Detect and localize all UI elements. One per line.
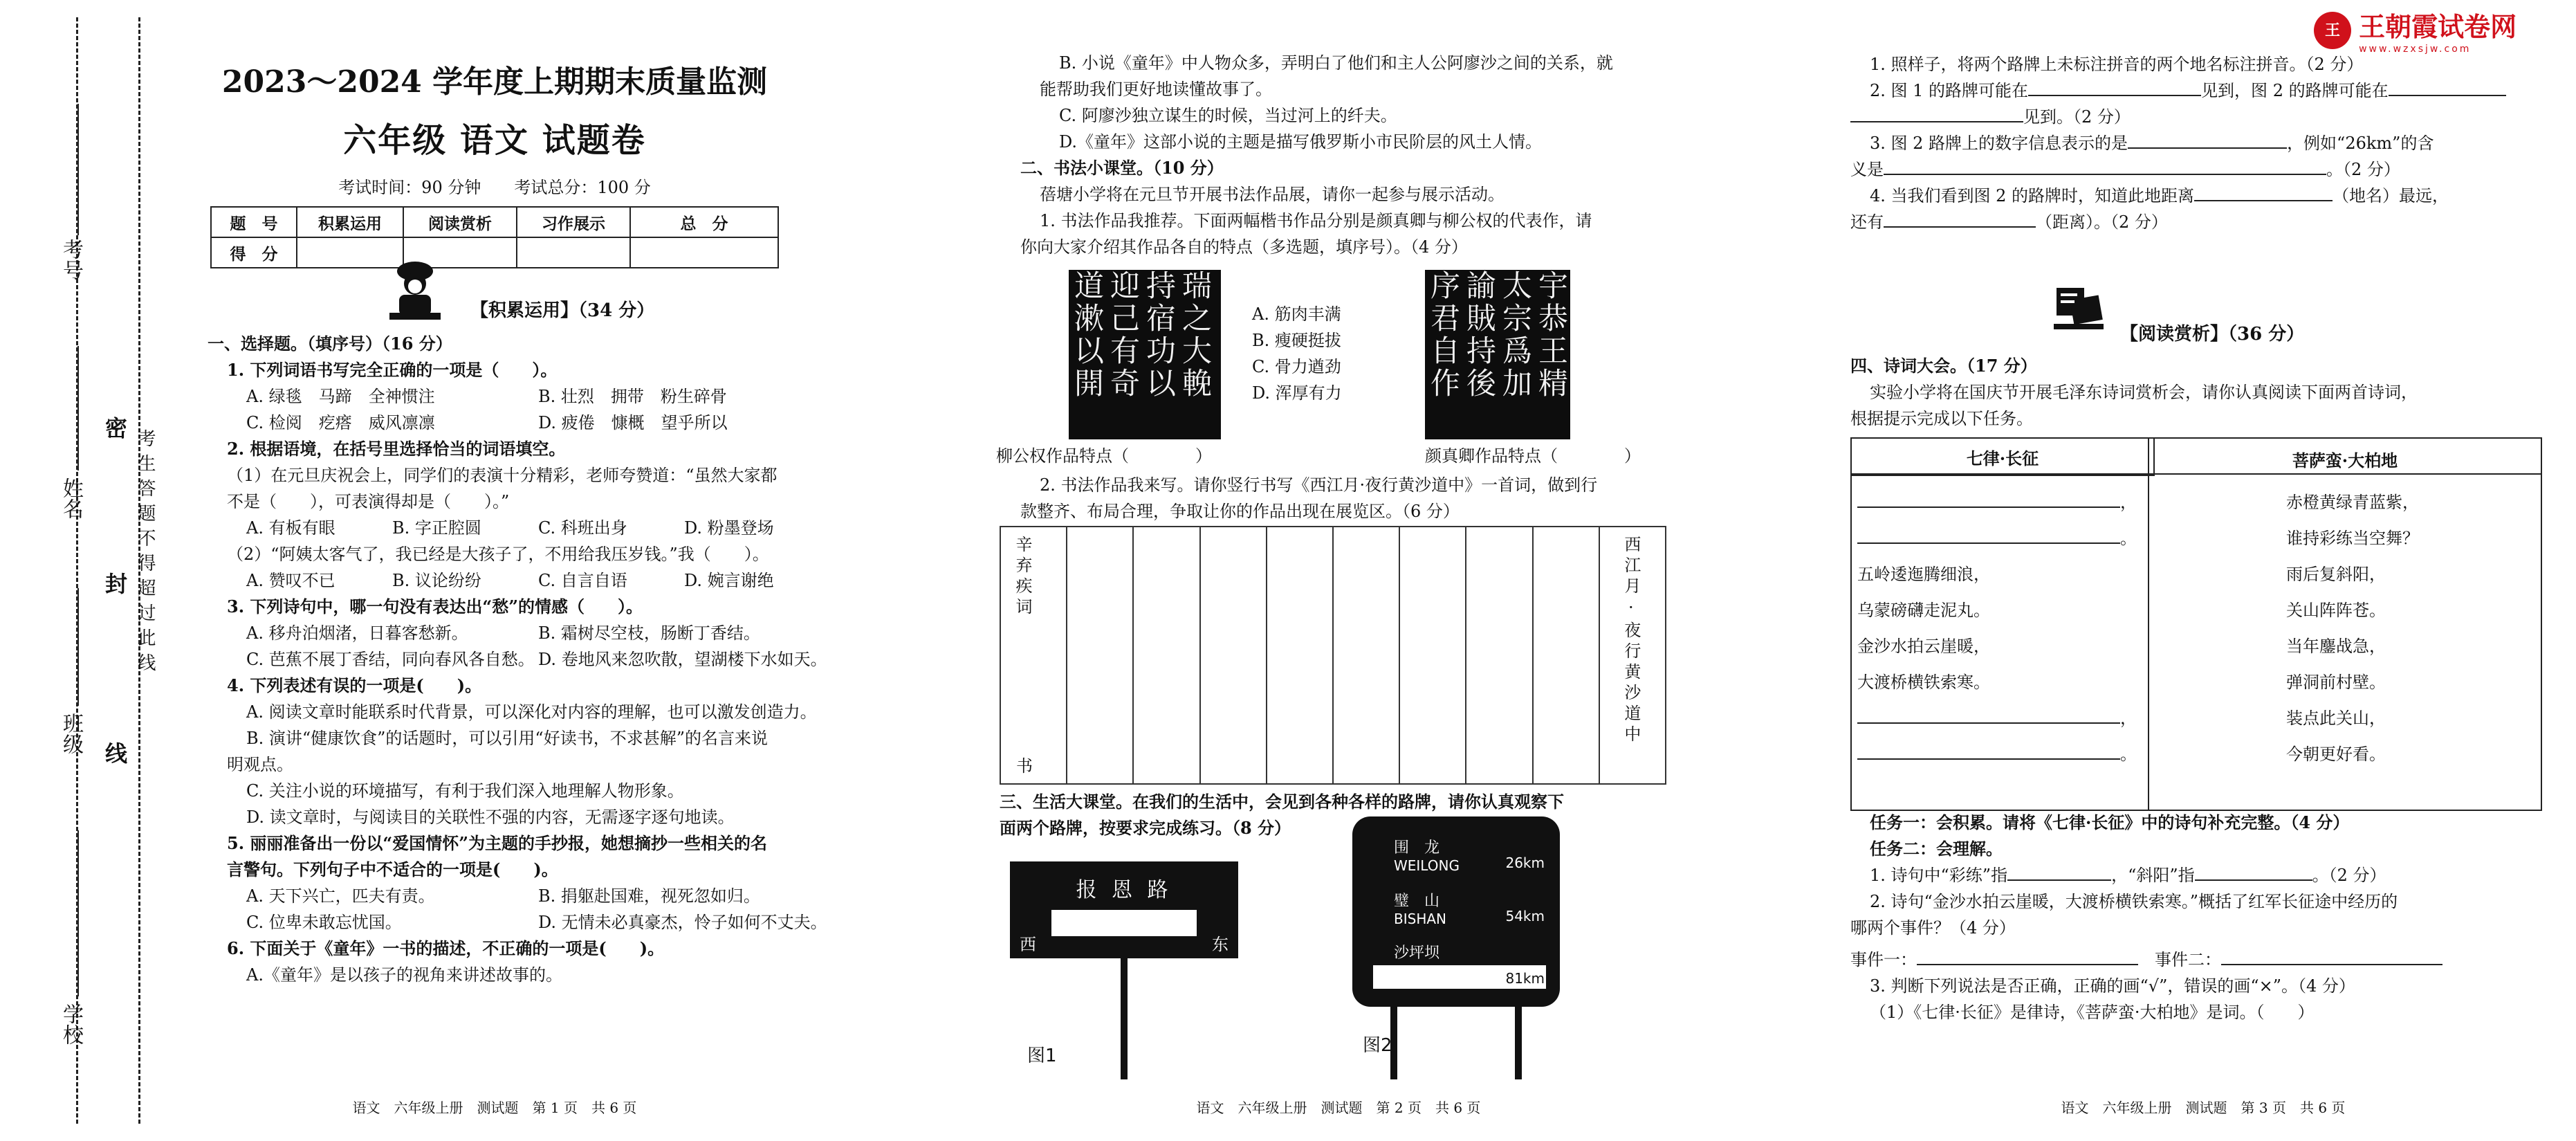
option[interactable]: B. 捐躯赴国难，视死忽如归。 <box>538 886 760 906</box>
logo-name: 王朝霞试卷网 <box>2359 12 2517 42</box>
poem-blank-line[interactable]: ， <box>1857 700 2141 736</box>
option[interactable]: C. 位卑未敢忘忧国。 <box>246 913 402 932</box>
class-label: 班级 <box>59 713 83 754</box>
page1-questions <box>208 331 830 988</box>
poem1-lines <box>1857 484 2141 772</box>
score-header-cell: 习作展示 <box>517 207 630 237</box>
section-intro: 根据提示完成以下任务。 <box>1850 409 2033 428</box>
grid-column[interactable] <box>1132 527 1199 783</box>
question-stem: 3. 下列诗句中，哪一句没有表达出“愁”的情感（ ）。 <box>227 596 643 617</box>
score-header-cell: 阅读赏析 <box>403 207 517 237</box>
section-header-accumulation: 【积累运用】（34 分） <box>470 300 655 321</box>
option[interactable]: D. 婉言谢绝 <box>684 571 774 590</box>
answer-blank[interactable] <box>1850 121 2023 122</box>
road-sign-name: 报 恩 路 <box>1076 878 1172 902</box>
q3-options-row2 <box>208 646 830 673</box>
question-text: 你向大家介绍其作品各自的特点（多选题，填序号）。（4 分） <box>1020 237 1468 257</box>
poem-line: 今朝更好看。 <box>2286 745 2386 764</box>
yan-caption: 颜真卿作品特点（ ） <box>1425 446 1641 466</box>
option[interactable]: B. 议论纷纷 <box>392 571 481 590</box>
option[interactable]: B. 壮烈 拥带 粉生碎骨 <box>538 387 727 406</box>
question-text: 1. 诗句中“彩练”指 ，“斜阳”指 。（2 分） <box>1870 866 2386 885</box>
poetry-tasks <box>1850 810 2542 1025</box>
question-text: 3. 图 2 路牌上的数字信息表示的是 ，例如“26km”的含 <box>1870 134 2434 153</box>
score-header-cell: 题 号 <box>211 207 297 237</box>
grid-column[interactable] <box>1066 527 1132 783</box>
place-cn: 沙坪坝 <box>1394 944 1440 962</box>
option[interactable]: D. 粉墨登场 <box>684 518 774 538</box>
calligraphy-column: 瑞之大輓 <box>1177 270 1212 400</box>
calligraphy-options <box>1252 301 1342 406</box>
poem-line: 大渡桥横铁索寒。 <box>1857 673 1990 692</box>
poem-line: 装点此关山， <box>2286 709 2386 728</box>
poem-line: 五岭逶迤腾细浪， <box>1857 565 1990 584</box>
writing-grid[interactable] <box>1000 526 1666 785</box>
option[interactable]: D.《童年》这部小说的主题是描写俄罗斯小市民阶层的风土人情。 <box>1059 132 1543 152</box>
question-text: 不是（ ），可表演得却是（ ）。” <box>227 492 510 511</box>
class-line <box>77 588 79 706</box>
option-cont: 能帮助我们更好地读懂故事了。 <box>1040 80 1272 99</box>
q5-options-row1 <box>208 883 830 909</box>
option[interactable]: C. 芭蕉不展丁香结，同向春风各自愁。 <box>246 650 535 669</box>
calligraphy-column: 迎己有奇 <box>1105 270 1140 400</box>
page2-top <box>1020 50 1671 260</box>
answer-blank[interactable] <box>2007 879 2111 881</box>
answer-blank[interactable] <box>1917 964 2138 965</box>
answer-blank[interactable] <box>2128 147 2287 149</box>
author-shu: 书 <box>1016 756 1033 776</box>
score-table <box>210 206 779 268</box>
q3-options-row1 <box>208 620 830 646</box>
poem-table-header-line <box>1850 473 2542 475</box>
poem-line: 乌蒙磅礴走泥丸。 <box>1857 601 1990 620</box>
road-sign-1 <box>1010 861 1238 958</box>
option[interactable]: C. 关注小说的环境描写，有利于我们深入地理解人物形象。 <box>246 781 684 801</box>
question-text: 1. 书法作品我推荐。下面两幅楷书作品分别是颜真卿与柳公权的代表作，请 <box>1040 211 1592 230</box>
poem2-lines <box>2286 484 2521 772</box>
event-label: 事件一： <box>1850 950 1917 969</box>
sec4-intro <box>1850 353 2542 432</box>
calligraphy-column: 序君自作 <box>1426 270 1460 400</box>
sign-pole <box>1121 958 1128 1079</box>
event-label: 事件二： <box>2155 950 2221 969</box>
place-en: BISHAN <box>1394 911 1446 927</box>
seal-char-feng: 封 <box>105 564 127 601</box>
poem-line: 当年鏖战急， <box>2286 637 2386 656</box>
question-text: 义是 。（2 分） <box>1850 160 2400 179</box>
question-text: （1）《七律·长征》是律诗，《菩萨蛮·大柏地》是词。（ ） <box>1870 1003 2315 1022</box>
site-logo <box>2314 6 2517 55</box>
calligraphy-column: 宇恭王精 <box>1534 270 1568 400</box>
poem-line: 赤橙黄绿青蓝紫， <box>2286 493 2419 512</box>
exam-title: 2023～2024 学年度上期期末质量监测 <box>221 64 768 100</box>
score-row-label: 得 分 <box>211 237 297 268</box>
question-heading: 一、选择题。（填序号）（16 分） <box>208 334 452 354</box>
road-sign-2 <box>1352 816 1560 1007</box>
question-text: 2. 书法作品我来写。请你竖行书写《西江月·夜行黄沙道中》一首词，做到行 <box>1040 475 1598 495</box>
poem-line: 弹洞前村壁。 <box>2286 673 2386 692</box>
q1-options-row1 <box>208 383 830 410</box>
score-header-cell: 总 分 <box>630 207 778 237</box>
binding-strip <box>0 0 156 1141</box>
sec3-questions <box>1850 51 2542 235</box>
answer-blank[interactable] <box>2194 200 2333 201</box>
section-heading-calligraphy: 二、书法小课堂。（10 分） <box>1020 158 1224 178</box>
seal-char-mi: 密 <box>105 408 127 446</box>
page-footer: 语文 六年级上册 测试题 第 1 页 共 6 页 <box>352 1099 637 1116</box>
grid-column[interactable] <box>1332 527 1399 783</box>
grid-column[interactable] <box>1532 527 1599 783</box>
section-heading-poetry: 四、诗词大会。（17 分） <box>1850 356 2037 376</box>
poem-table-divider <box>2148 437 2149 811</box>
poem-title: 七律·长征 <box>1851 438 2154 475</box>
option[interactable]: C. 阿廖沙独立谋生的时候，当过河上的纤夫。 <box>1059 106 1397 125</box>
section-header-reading: 【阅读赏析】（36 分） <box>2120 324 2305 345</box>
distance: 54km <box>1505 908 1545 924</box>
question-text: 见到。（2 分） <box>1850 104 2542 130</box>
question-text: （1）在元旦庆祝会上，同学们的表演十分精彩，老师夸赞道：“虽然大家都 <box>227 466 778 485</box>
question-text: 款整齐、布局合理，争取让你的作品出现在展览区。（6 分） <box>1020 502 1460 521</box>
answer-blank[interactable] <box>1884 174 2326 175</box>
poem-line: 谁持彩练当空舞？ <box>2286 529 2419 548</box>
question-stem: 2. 根据语境，在括号里选择恰当的词语填空。 <box>227 439 566 459</box>
question-text: 2. 诗句“金沙水拍云崖暖，大渡桥横铁索寒。”概括了红军长征途中经历的 <box>1870 892 2398 911</box>
question-text: 3. 判断下列说法是否正确，正确的画“√”，错误的画“×”。（4 分） <box>1870 976 2355 996</box>
question-stem: 4. 下列表述有误的一项是( )。 <box>227 675 482 695</box>
option[interactable]: A. 绿毯 马蹄 全神惯注 <box>246 387 435 406</box>
exam-number-line <box>77 104 79 235</box>
distance: 26km <box>1505 855 1545 871</box>
place-en: WEILONG <box>1394 857 1460 874</box>
figure-caption-1: 图1 <box>1027 1046 1057 1066</box>
reading-child-illustration <box>384 256 446 325</box>
option[interactable]: D. 浑厚有力 <box>1252 383 1342 403</box>
figure-caption-2: 图2 <box>1363 1035 1392 1056</box>
sec3-heading <box>1000 789 1671 841</box>
section-heading-life-cont: 面两个路牌，按要求完成练习。（8 分） <box>1000 818 1291 838</box>
poem-blank-line[interactable]: ， <box>1857 484 2141 520</box>
option[interactable]: A. 阅读文章时能联系时代背景，可以深化对内容的理解，也可以激发创造力。 <box>246 702 817 722</box>
section-heading-life: 三、生活大课堂。在我们的生活中，会见到各种各样的路牌，请你认真观察下 <box>1000 792 1564 812</box>
liu-gongquan-calligraphy <box>1069 270 1221 439</box>
grid-column-author <box>1001 527 1066 783</box>
question-text: 1. 照样子，将两个路牌上未标注拼音的两个地名标注拼音。（2 分） <box>1870 55 2364 74</box>
grid-column-title <box>1599 527 1665 783</box>
name-line <box>77 346 79 471</box>
score-cell[interactable] <box>630 237 778 268</box>
event-answers <box>1850 947 2542 973</box>
option[interactable]: B. 瘦硬挺拔 <box>1252 331 1341 350</box>
page-3 <box>1843 0 2563 1141</box>
grid-column[interactable] <box>1199 527 1266 783</box>
question-stem-cont: 言警句。下列句子中不适合的一项是( )。 <box>227 859 558 879</box>
option[interactable]: C. 骨力遒劲 <box>1252 357 1341 376</box>
poem-blank-line[interactable]: 。 <box>1857 520 2141 556</box>
exam-subtitle: 六年级 语文 试题卷 <box>343 121 646 160</box>
grid-column[interactable] <box>1266 527 1332 783</box>
question-stem: 1. 下列词语书写完全正确的一项是（ ）。 <box>227 360 558 380</box>
page-1 <box>149 0 840 1141</box>
task-heading: 任务二：会理解。 <box>1870 839 2003 859</box>
option[interactable]: B. 字正腔圆 <box>392 518 481 538</box>
seal-char-xian: 线 <box>105 733 127 771</box>
sign-pole <box>1515 1007 1522 1079</box>
distance: 81km <box>1505 970 1545 987</box>
q2-options-2 <box>208 567 830 594</box>
name-label: 姓名 <box>59 477 83 519</box>
calligraphy-column: 諭賊持後 <box>1462 270 1496 400</box>
sign2-row <box>1394 889 1446 927</box>
poem-title-label: 西江月·夜行黄沙道中 <box>1621 536 1641 746</box>
page-footer: 语文 六年级上册 测试题 第 3 页 共 6 页 <box>2061 1099 2346 1116</box>
option[interactable]: A. 赞叹不已 <box>246 571 335 590</box>
calligraphy-column: 持宿功以 <box>1141 270 1176 400</box>
question-text: 4. 当我们看到图 2 的路牌时，知道此地距离 （地名）最远， <box>1870 186 2449 206</box>
logo-badge: 王 <box>2314 12 2351 49</box>
option[interactable]: A.《童年》是以孩子的视角来讲述故事的。 <box>246 965 562 985</box>
calligraphy-column: 道漱以開 <box>1069 270 1104 400</box>
answer-blank[interactable] <box>1884 226 2036 228</box>
logo-url: www.wzxsjw.com <box>2359 44 2472 55</box>
pinyin-blank[interactable] <box>1051 910 1197 936</box>
score-header-cell: 积累运用 <box>297 207 403 237</box>
question-text: 2. 图 1 的路牌可能在 见到，图 2 的路牌可能在 <box>1850 77 2542 104</box>
book-illustration <box>2051 284 2106 332</box>
poem-title: 菩萨蛮·大柏地 <box>2292 450 2398 471</box>
question-stem: 6. 下面关于《童年》一书的描述，不正确的一项是( )。 <box>227 938 665 958</box>
author-label: 辛弃疾词 <box>1013 536 1032 619</box>
binding-notice: 考生答题不得超过此线 <box>135 429 156 678</box>
score-cell[interactable] <box>517 237 630 268</box>
task-heading: 任务一：会积累。请将《七律·长征》中的诗句补充完整。（4 分） <box>1870 812 2350 832</box>
grid-column[interactable] <box>1465 527 1531 783</box>
poem-blank-line[interactable]: 。 <box>1857 736 2141 772</box>
exam-number-label: 考号 <box>59 239 83 280</box>
option[interactable]: A. 天下兴亡，匹夫有责。 <box>246 886 435 906</box>
option[interactable]: A. 移舟泊烟渚，日暮客愁新。 <box>246 623 468 643</box>
option[interactable]: C. 科班出身 <box>538 518 627 538</box>
q5-options-row2 <box>208 909 830 935</box>
answer-blank[interactable] <box>2389 95 2506 96</box>
liu-caption: 柳公权作品特点（ ） <box>996 446 1212 466</box>
answer-blank[interactable] <box>2195 879 2312 881</box>
poem-line: 雨后复斜阳， <box>2286 565 2386 584</box>
option[interactable]: C. 检阅 疙瘩 威风凛凛 <box>246 413 435 432</box>
q1-options-row2 <box>208 410 830 436</box>
poem-line: 金沙水拍云崖暖， <box>1857 637 1990 656</box>
option[interactable]: C. 自言自语 <box>538 571 627 590</box>
option[interactable]: B. 霜树尽空枝，肠断丁香结。 <box>538 623 760 643</box>
question-text: （2）“阿姨太客气了，我已经是大孩子了，不用给我压岁钱。”我（ ）。 <box>227 545 769 564</box>
question-text: 哪两个事件？（4 分） <box>1850 918 2016 938</box>
place-cn: 璧 山 <box>1394 893 1440 910</box>
west-label: 西 <box>1020 935 1036 954</box>
yan-zhenqing-calligraphy <box>1425 270 1570 439</box>
grid-column[interactable] <box>1399 527 1465 783</box>
option[interactable]: D. 疲倦 慷概 望乎所以 <box>538 413 728 432</box>
place-cn: 围 龙 <box>1394 839 1440 857</box>
section-intro: 实验小学将在国庆节开展毛泽东诗词赏析会，请你认真阅读下面两首诗词， <box>1870 383 2418 402</box>
option[interactable]: D. 读文章时，与阅读目的关联性不强的内容，无需逐字逐句地读。 <box>246 807 735 827</box>
exam-meta: 考试时间：90 分钟 考试总分：100 分 <box>338 178 651 197</box>
option[interactable]: D. 无情未必真豪杰，怜子如何不丈夫。 <box>538 913 827 932</box>
answer-blank[interactable] <box>2221 964 2442 965</box>
question-text: 还有 （距离）。（2 分） <box>1850 212 2168 232</box>
school-line <box>77 830 79 996</box>
section-intro: 蓓塘小学将在元旦节开展书法作品展，请你一起参与展示活动。 <box>1040 185 1505 204</box>
sign2-row <box>1394 836 1460 874</box>
poem-line: 关山阵阵苍。 <box>2286 601 2386 620</box>
calligraphy-column: 太宗爲加 <box>1498 270 1532 400</box>
option[interactable]: A. 筋肉丰满 <box>1252 304 1341 324</box>
option[interactable]: D. 卷地风来忽吹散，望湖楼下水如天。 <box>538 650 827 669</box>
option-cont: 明观点。 <box>227 755 293 774</box>
q2-options <box>208 515 830 541</box>
page-2 <box>993 0 1684 1141</box>
page-footer: 语文 六年级上册 测试题 第 2 页 共 6 页 <box>1196 1099 1481 1116</box>
school-label: 学校 <box>59 1003 83 1045</box>
east-label: 东 <box>1212 935 1229 954</box>
q2-text <box>1020 472 1671 524</box>
option[interactable]: B. 演讲“健康饮食”的话题时，可以引用“好读书，不求甚解”的名言来说 <box>246 729 768 748</box>
option[interactable]: B. 小说《童年》中人物众多，弄明白了他们和主人公阿廖沙之间的关系，就 <box>1059 53 1613 73</box>
answer-blank[interactable] <box>2028 95 2201 96</box>
option[interactable]: A. 有板有眼 <box>246 518 335 538</box>
question-stem: 5. 丽丽准备出一份以“爱国情怀”为主题的手抄报，她想摘抄一些相关的名 <box>227 833 768 853</box>
